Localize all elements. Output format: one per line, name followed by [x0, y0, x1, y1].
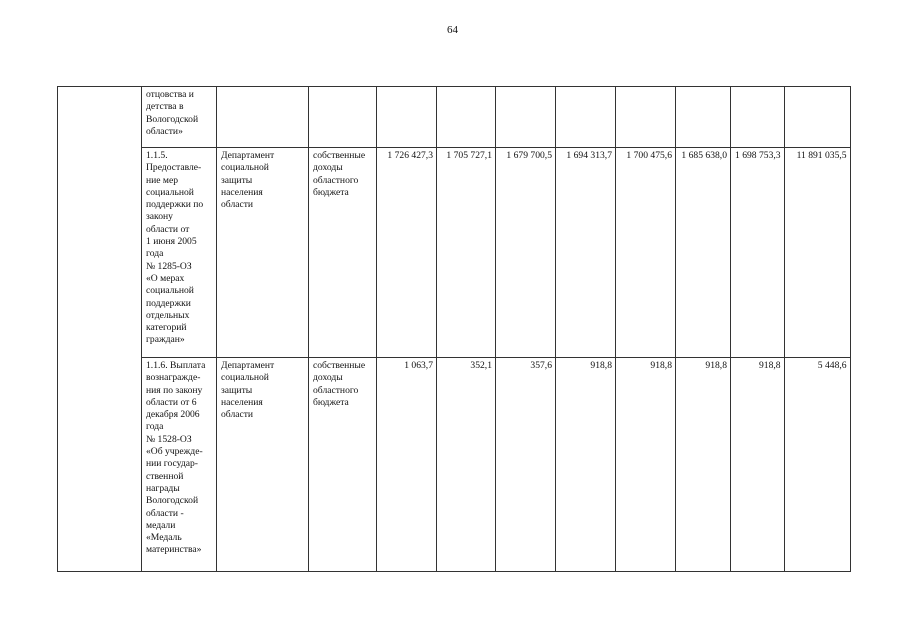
- executor-cell: Департамент социальной защиты населения области: [217, 148, 309, 358]
- value-cell: 918,8: [556, 358, 616, 572]
- value-cell: 918,8: [731, 358, 785, 572]
- budget-table: [57, 86, 851, 572]
- value-cell: [676, 87, 731, 148]
- measure-name-cell: отцовства и детства в Вологодской области»: [142, 87, 217, 148]
- value-cell: 352,1: [437, 358, 496, 572]
- value-cell: 1 063,7: [377, 358, 437, 572]
- value-cell: 1 726 427,3: [377, 148, 437, 358]
- table-row: [58, 148, 851, 358]
- page-number: 64: [447, 24, 458, 36]
- value-cell: 1 700 475,6: [616, 148, 676, 358]
- table-row: [58, 87, 851, 148]
- value-cell: 1 685 638,0: [676, 148, 731, 358]
- funding-source-cell: собственные доходы областного бюджета: [309, 358, 377, 572]
- value-cell: [437, 87, 496, 148]
- executor-cell: Департамент социальной защиты населения области: [217, 358, 309, 572]
- value-cell: [616, 87, 676, 148]
- funding-source-cell: [309, 87, 377, 148]
- value-cell: [377, 87, 437, 148]
- value-cell: 5 448,6: [784, 358, 850, 572]
- measure-name-cell: 1.1.6. Выплата вознагражде- ния по закону области от 6 декабря 2006 года № 1528-ОЗ «Об учрежде- нии государ- ственной награды Вологодской области - медали «Медаль материнства»: [142, 358, 217, 572]
- value-cell: 1 679 700,5: [496, 148, 556, 358]
- funding-source-cell: собственные доходы областного бюджета: [309, 148, 377, 358]
- table-row: [58, 358, 851, 572]
- value-cell: 357,6: [496, 358, 556, 572]
- value-cell: 11 891 035,5: [784, 148, 850, 358]
- value-cell: 918,8: [616, 358, 676, 572]
- value-cell: [556, 87, 616, 148]
- value-cell: 1 705 727,1: [437, 148, 496, 358]
- value-cell: [496, 87, 556, 148]
- value-cell: 918,8: [676, 358, 731, 572]
- value-cell: [784, 87, 850, 148]
- group-cell: [58, 87, 142, 572]
- value-cell: [731, 87, 785, 148]
- measure-name-cell: 1.1.5. Предоставле- ние мер социальной поддержки по закону области от 1 июня 2005 года № 1285-ОЗ «О мерах социальной поддержки отдельных категорий граждан»: [142, 148, 217, 358]
- value-cell: 1 694 313,7: [556, 148, 616, 358]
- executor-cell: [217, 87, 309, 148]
- value-cell: 1 698 753,3: [731, 148, 785, 358]
